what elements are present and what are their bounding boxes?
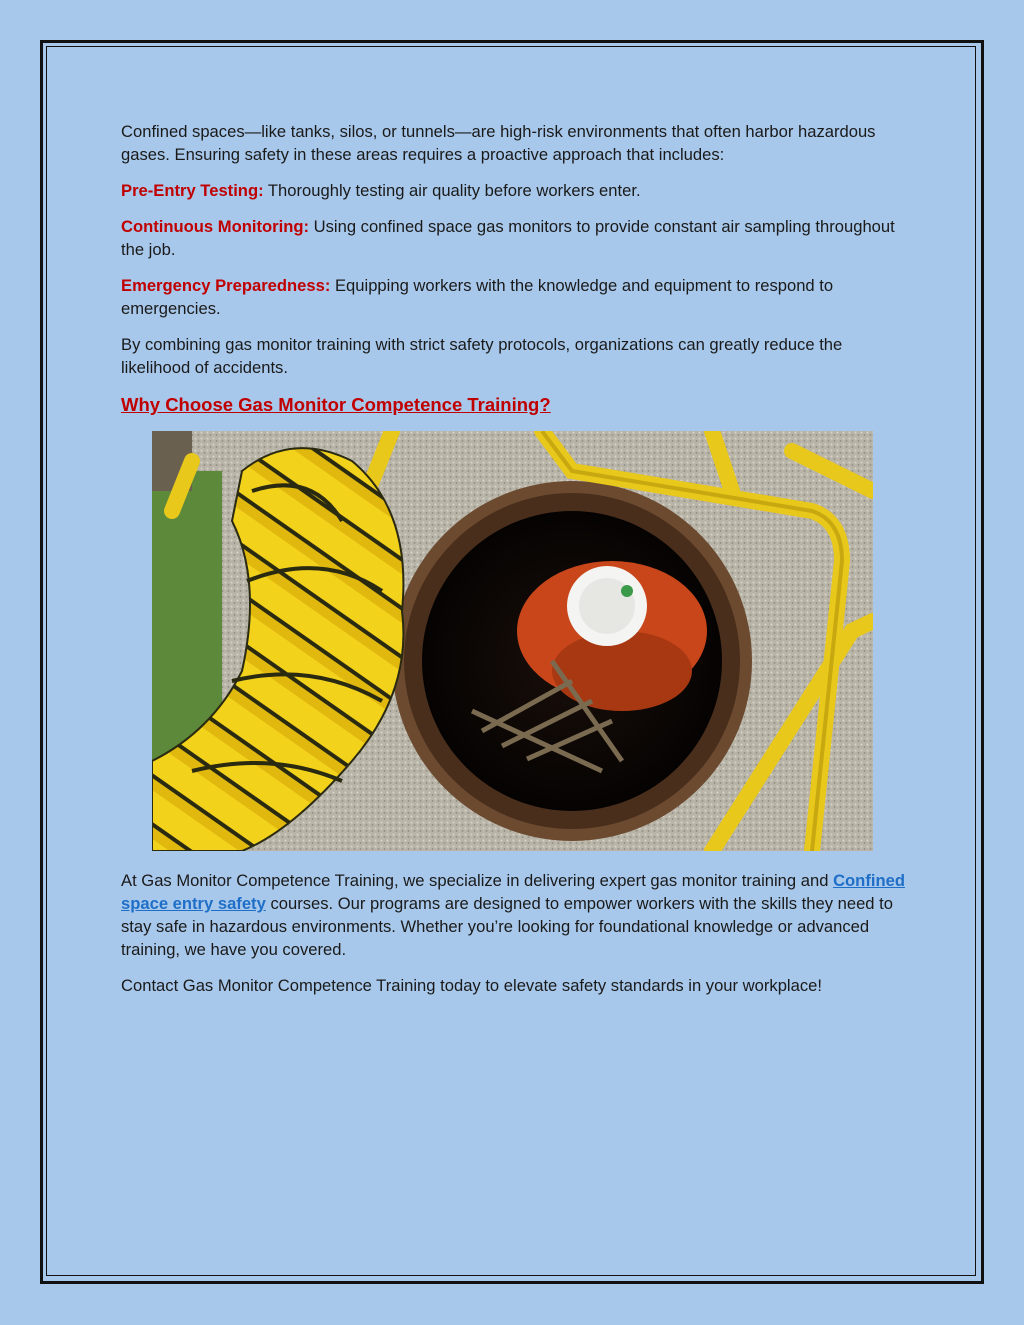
combining-paragraph: By combining gas monitor training with strict safety protocols, organizations can greatly reduce the likelihood of accidents. xyxy=(121,335,843,377)
about-text-after: courses. Our programs are designed to empower workers with the skills they need to stay safe in hazardous environments. Whether you’re looking for foundational knowledge or advanced training, we have you covered. xyxy=(121,894,893,959)
about-text-before: At Gas Monitor Competence Training, we specialize in delivering expert gas monitor training and xyxy=(121,871,834,890)
list-item-emergency-preparedness xyxy=(121,274,911,320)
item-text: Using confined space gas monitors to provide constant air sampling throughout the job. xyxy=(121,217,895,259)
intro-paragraph: Confined spaces—like tanks, silos, or tunnels—are high-risk environments that often harbor hazardous gases. Ensuring safety in these areas requires a proactive approach that includes: xyxy=(121,122,876,164)
item-text: Equipping workers with the knowledge and equipment to respond to emergencies. xyxy=(121,276,834,318)
about-paragraph xyxy=(121,869,911,961)
section-heading: Why Choose Gas Monitor Competence Training? xyxy=(121,394,551,415)
item-label: Pre-Entry Testing: xyxy=(121,181,264,200)
item-text: Thoroughly testing air quality before workers enter. xyxy=(263,181,641,200)
item-label: Emergency Preparedness: xyxy=(121,276,331,295)
confined-space-entry-safety-link[interactable]: Confined space entry safety xyxy=(121,871,905,913)
list-item-continuous-monitoring xyxy=(121,215,911,261)
list-item-pre-entry xyxy=(121,179,911,202)
manhole-worker-photo xyxy=(152,431,873,851)
document-body xyxy=(121,120,911,1010)
item-label: Continuous Monitoring: xyxy=(121,217,310,236)
contact-paragraph: Contact Gas Monitor Competence Training today to elevate safety standards in your workplace! xyxy=(121,976,822,995)
